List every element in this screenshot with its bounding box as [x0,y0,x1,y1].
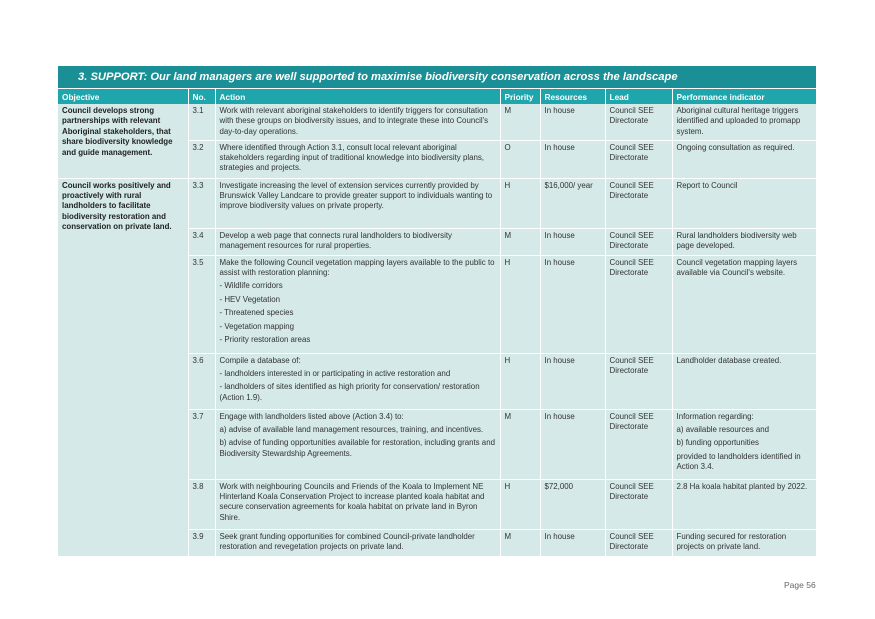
lead-cell: Council SEE Directorate [605,255,672,353]
action-text-line: Work with relevant aboriginal stakeholders to identify triggers for consultation with these groups on biodiversity issues, and to integrate these into Council's day-to-day operations. [219,106,489,136]
resources-cell: In house [540,529,605,556]
action-text-line: - landholders of sites identified as high priority for conservation/ restoration (Action 1.9). [219,382,480,402]
action-text-line: - HEV Vegetation [219,294,281,304]
action-number: 3.1 [188,104,215,140]
performance-indicator-cell-line: provided to landholders identified in Action 3.4. [676,451,801,472]
performance-indicator-cell-line: Landholder database created. [676,355,782,365]
performance-indicator-cell-line: 2.8 Ha koala habitat planted by 2022. [676,481,808,491]
action-number: 3.8 [188,479,215,529]
table-row [58,104,816,140]
performance-indicator-cell-line: Rural landholders biodiversity web page developed. [676,230,797,250]
action-text [215,178,500,228]
action-table [58,88,817,557]
action-text-line: Make the following Council vegetation mapping layers available to the public to assist with restoration planning: [219,257,495,277]
performance-indicator-cell [672,228,816,255]
performance-indicator-cell-line: b) funding opportunities [676,438,759,448]
objective-cell: Council develops strong partnerships with relevant Aboriginal stakeholders, that share biodiversity knowledge and guide management. [58,104,188,178]
lead-cell: Council SEE Directorate [605,353,672,409]
resources-cell: In house [540,140,605,178]
action-text [215,353,500,409]
lead-cell: Council SEE Directorate [605,178,672,228]
action-text [215,479,500,529]
action-number: 3.3 [188,178,215,228]
action-number: 3.4 [188,228,215,255]
lead-cell: Council SEE Directorate [605,104,672,140]
priority-cell: M [500,529,540,556]
table-header-row [58,89,816,105]
performance-indicator-cell [672,104,816,140]
resources-cell: In house [540,353,605,409]
action-text-line: Investigate increasing the level of extension services currently provided by Brunswick Valley Landcare to provide greater support to individuals wanting to improve biodiversity values on private property. [219,180,493,211]
header-priority: Priority [500,89,540,105]
priority-cell: H [500,178,540,228]
performance-indicator-cell-line: Funding secured for restoration projects on private land. [676,531,787,551]
action-text-line: Engage with landholders listed above (Action 3.4) to: [219,411,404,421]
action-text [215,140,500,178]
lead-cell: Council SEE Directorate [605,479,672,529]
priority-cell: M [500,104,540,140]
lead-cell: Council SEE Directorate [605,140,672,178]
resources-cell: In house [540,104,605,140]
header-action: Action [215,89,500,105]
action-text-line: - Threatened species [219,308,294,318]
priority-cell: O [500,140,540,178]
action-text-line: Develop a web page that connects rural landholders to biodiversity management resources for rural properties. [219,230,452,250]
header-no: No. [188,89,215,105]
resources-cell: $72,000 [540,479,605,529]
action-text [215,409,500,479]
action-number: 3.9 [188,529,215,556]
resources-cell: $16,000/ year [540,178,605,228]
performance-indicator-cell [672,255,816,353]
resources-cell: In house [540,409,605,479]
performance-indicator-cell-line: a) available resources and [676,424,770,434]
performance-indicator-cell-line: Council vegetation mapping layers available via Council's website. [676,257,798,277]
action-number: 3.2 [188,140,215,178]
performance-indicator-cell-line: Information regarding: [676,411,754,421]
resources-cell: In house [540,228,605,255]
performance-indicator-cell [672,529,816,556]
action-text-line: a) advise of available land management resources, training, and incentives. [219,424,484,434]
action-text-line: - landholders interested in or participating in active restoration and [219,368,451,378]
performance-indicator-cell [672,409,816,479]
action-text-line: Where identified through Action 3.1, consult local relevant aboriginal stakeholders regarding input of traditional knowledge into biodiversity plans, strategies and projects. [219,142,484,173]
action-text-line: b) advise of funding opportunities available for restoration, including grants and Biodiversity Stewardship Agreements. [219,438,495,458]
header-objective: Objective [58,89,188,105]
performance-indicator-cell-line: Aboriginal cultural heritage triggers identified and uploaded to promapp system. [676,106,801,136]
lead-cell: Council SEE Directorate [605,228,672,255]
action-text-line: - Wildlife corridors [219,281,283,291]
priority-cell: M [500,228,540,255]
header-resources: Resources [540,89,605,105]
performance-indicator-cell-line: Ongoing consultation as required. [676,142,795,152]
action-text-line: Seek grant funding opportunities for combined Council-private landholder restoration and revegetation projects on private land. [219,531,475,551]
performance-indicator-cell-line: Report to Council [676,180,738,190]
lead-cell: Council SEE Directorate [605,529,672,556]
objective-cell: Council works positively and proactively with rural landholders to facilitate biodiversity restoration and conservation on private land. [58,178,188,556]
action-text-line: Work with neighbouring Councils and Friends of the Koala to Implement NE Hinterland Koala Conservation Project to increase planted koala habitat and secure conservation agreements for koala habitat on private land in Byron Shire. [219,481,485,522]
action-number: 3.5 [188,255,215,353]
priority-cell: H [500,255,540,353]
priority-cell: M [500,409,540,479]
performance-indicator-cell [672,479,816,529]
action-text-line: - Priority restoration areas [219,334,311,344]
action-number: 3.7 [188,409,215,479]
action-text [215,255,500,353]
page-number: Page 56 [784,580,816,590]
action-number: 3.6 [188,353,215,409]
action-text [215,228,500,255]
header-lead: Lead [605,89,672,105]
section-banner: 3. SUPPORT: Our land managers are well supported to maximise biodiversity conservation across the landscape [58,66,816,88]
header-performance-indicator: Performance indicator [672,89,816,105]
lead-cell: Council SEE Directorate [605,409,672,479]
action-text [215,104,500,140]
action-text-line: Compile a database of: [219,355,301,365]
performance-indicator-cell [672,353,816,409]
resources-cell: In house [540,255,605,353]
action-text-line: - Vegetation mapping [219,321,295,331]
priority-cell: H [500,353,540,409]
action-text [215,529,500,556]
performance-indicator-cell [672,178,816,228]
table-row [58,178,816,228]
priority-cell: H [500,479,540,529]
support-table-section [58,66,816,557]
performance-indicator-cell [672,140,816,178]
